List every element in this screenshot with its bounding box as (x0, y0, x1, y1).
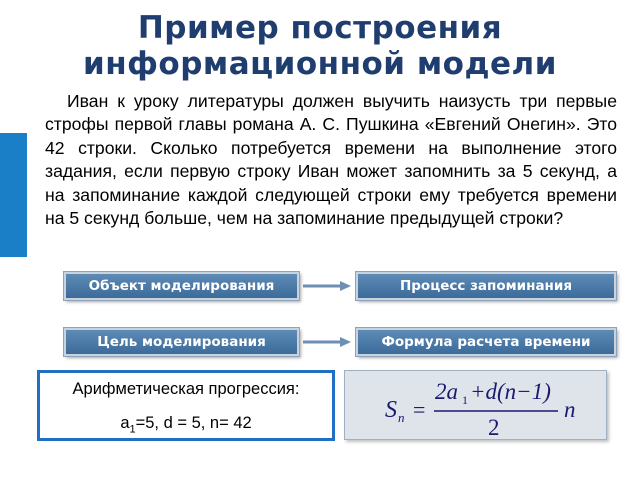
formula-lhs-index: n (398, 410, 405, 425)
formula-num-part2: +d(n−1) (470, 379, 551, 404)
modeling-goal-button[interactable]: Цель моделирования (64, 328, 299, 356)
progression-a-letter: a (120, 414, 130, 432)
progression-params: =5, d = 5, n= 42 (135, 414, 252, 432)
formula-num-index: 1 (462, 393, 468, 407)
title-line-2: информационной модели (83, 46, 557, 82)
page-title (0, 10, 640, 82)
formula-num-part1: 2a (435, 379, 458, 404)
progression-title: Арифметическая прогрессия: (72, 380, 300, 398)
sum-formula (345, 371, 608, 441)
progression-a-index: 1 (129, 423, 136, 436)
memorization-process-button[interactable]: Процесс запоминания (356, 272, 616, 300)
progression-values (40, 414, 332, 435)
problem-text: Иван к уроку литературы должен выучить наизусть три первые строфы первой главы романа А. С. Пушкина «Евгений Онегин». Это 42 строки. Сколько потребуется времени на выполнение этого задания, если первую строку Иван может запомнить за 5 секунд, а на запоминание каждой следующей строки ему требуется времени на 5 секунд больше, чем на запоминание предыдущей строки? (45, 91, 617, 229)
formula-denominator: 2 (488, 415, 500, 440)
time-formula-button[interactable]: Формула расчета времени (356, 328, 616, 356)
sum-formula-box (344, 370, 607, 440)
formula-lhs: S (385, 397, 397, 423)
title-line-1: Пример построения (137, 10, 503, 46)
side-accent-bar (0, 133, 27, 257)
object-modeling-button[interactable]: Объект моделирования (64, 272, 299, 300)
arrow-right-icon (302, 336, 352, 348)
arrow-right-icon (302, 280, 352, 292)
arithmetic-progression-box (37, 370, 335, 441)
formula-equals: = (413, 397, 426, 422)
formula-multiplier: n (564, 397, 576, 422)
